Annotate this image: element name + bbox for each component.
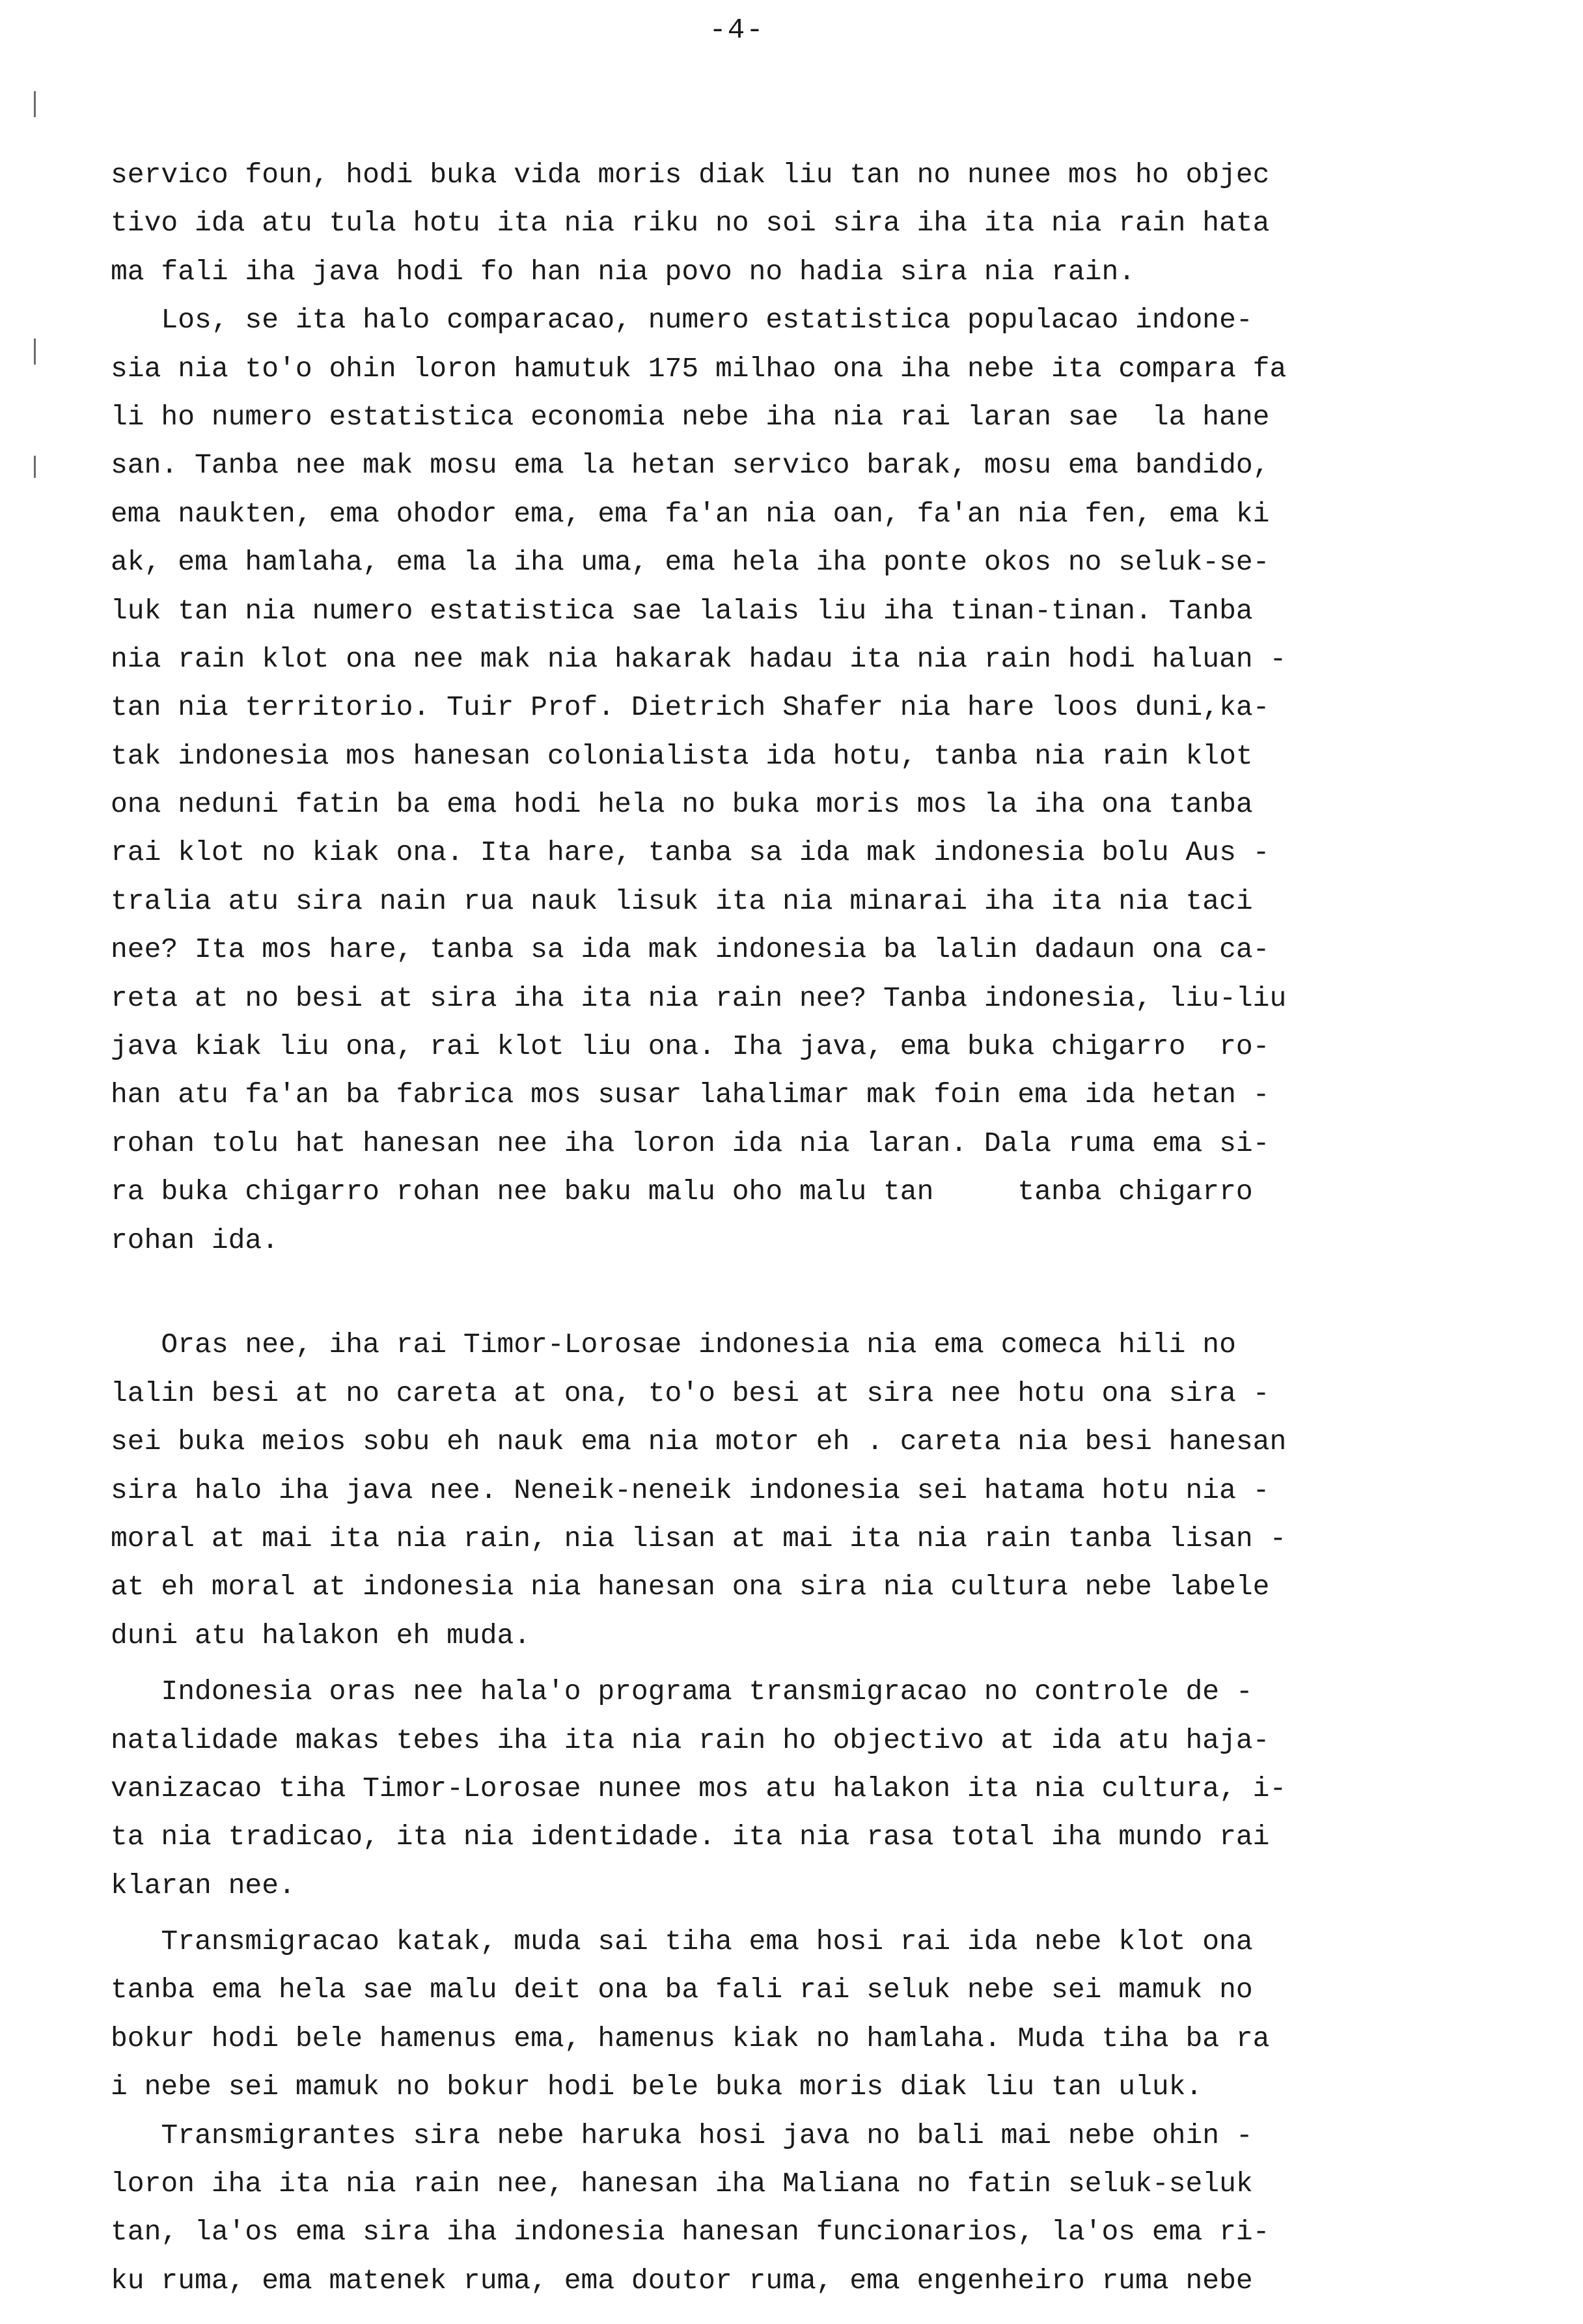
- text-line: [111, 1265, 1452, 1313]
- text-line: ra buka chigarro rohan nee baku malu oho malu tan tanba chigarro: [111, 1176, 1253, 1208]
- text-line: sei buka meios sobu eh nauk ema nia motor eh . careta nia besi hanesan: [111, 1426, 1287, 1458]
- text-line: natalidade makas tebes iha ita nia rain ho objectivo at ida atu haja-: [111, 1724, 1270, 1756]
- left-margin-mark: [34, 91, 36, 117]
- text-line: ema naukten, ema ohodor ema, ema fa'an nia oan, fa'an nia fen, ema ki: [111, 497, 1270, 530]
- text-line: reta at no besi at sira iha ita nia rain nee? Tanba indonesia, liu-liu: [111, 982, 1287, 1014]
- paragraph: [111, 296, 1452, 1313]
- paragraph-gap: [111, 1910, 1452, 1918]
- text-line: rohan ida.: [111, 1224, 279, 1256]
- text-line: moral at mai ita nia rain, nia lisan at mai ita nia rain tanba lisan -: [111, 1522, 1287, 1555]
- text-line: tak indonesia mos hanesan colonialista ida hotu, tanba nia rain klot: [111, 740, 1253, 772]
- text-line: ona neduni fatin ba ema hodi hela no buka moris mos la iha ona tanba: [111, 788, 1253, 821]
- paragraph: [111, 1918, 1452, 2112]
- text-line: luk tan nia numero estatistica sae lalais liu iha tinan-tinan. Tanba: [111, 594, 1253, 627]
- text-line: loron iha ita nia rain nee, hanesan iha Maliana no fatin seluk-seluk: [111, 2168, 1253, 2200]
- text-line: Los, se ita halo comparacao, numero estatistica populacao indone-: [111, 304, 1253, 337]
- text-line: li ho numero estatistica economia nebe iha nia rai laran sae la hane: [111, 400, 1270, 433]
- left-margin-mark: [34, 339, 36, 365]
- text-line: rai klot no kiak ona. Ita hare, tanba sa ida mak indonesia bolu Aus -: [111, 837, 1270, 869]
- text-line: duni atu halakon eh muda.: [111, 1619, 531, 1652]
- text-line: nia rain klot ona nee mak nia hakarak hadau ita nia rain hodi haluan -: [111, 643, 1287, 675]
- paragraph: [111, 1668, 1452, 1910]
- text-line: nee? Ita mos hare, tanba sa ida mak indonesia ba lalin dadaun ona ca-: [111, 934, 1270, 966]
- text-line: tan, la'os ema sira iha indonesia hanesan funcionarios, la'os ema ri-: [111, 2216, 1270, 2248]
- paragraph: [111, 1321, 1452, 1660]
- text-line: tivo ida atu tula hotu ita nia riku no soi sira iha ita nia rain hata: [111, 207, 1270, 240]
- text-line: tan nia territorio. Tuir Prof. Dietrich Shafer nia hare loos duni,ka-: [111, 691, 1270, 724]
- text-line: han atu fa'an ba fabrica mos susar lahalimar mak foin ema ida hetan -: [111, 1079, 1270, 1111]
- text-line: ma fali iha java hodi fo han nia povo no hadia sira nia rain.: [111, 255, 1136, 288]
- text-line: Transmigracao katak, muda sai tiha ema hosi rai ida nebe klot ona: [111, 1926, 1253, 1958]
- text-line: sira halo iha java nee. Neneik-neneik indonesia sei hatama hotu nia -: [111, 1474, 1270, 1506]
- text-line: vanizacao tiha Timor-Lorosae nunee mos atu halakon ita nia cultura, i-: [111, 1772, 1287, 1805]
- text-line: servico foun, hodi buka vida moris diak liu tan no nunee mos ho objec: [111, 159, 1270, 191]
- paragraph-gap: [111, 1660, 1452, 1668]
- text-line: klaran nee.: [111, 1869, 296, 1902]
- text-line: san. Tanba nee mak mosu ema la hetan servico barak, mosu ema bandido,: [111, 449, 1270, 482]
- text-line: bokur hodi bele hamenus ema, hamenus kiak no hamlaha. Muda tiha ba ra: [111, 2022, 1270, 2054]
- text-line: tralia atu sira nain rua nauk lisuk ita nia minarai iha ita nia taci: [111, 885, 1253, 917]
- text-line: java kiak liu ona, rai klot liu ona. Iha java, ema buka chigarro ro-: [111, 1031, 1270, 1063]
- text-line: ku ruma, ema matenek ruma, ema doutor ruma, ema engenheiro ruma nebe: [111, 2264, 1253, 2297]
- text-line: Oras nee, iha rai Timor-Lorosae indonesia nia ema comeca hili no: [111, 1329, 1236, 1361]
- paragraph-gap: [111, 1313, 1452, 1321]
- paragraph: [111, 2112, 1452, 2306]
- left-margin-mark: [34, 456, 36, 478]
- text-line: rohan tolu hat hanesan nee iha loron ida nia laran. Dala ruma ema si-: [111, 1127, 1270, 1159]
- text-line: lalin besi at no careta at ona, to'o besi at sira nee hotu ona sira -: [111, 1377, 1270, 1409]
- body-text: [111, 151, 1452, 2305]
- text-line: ak, ema hamlaha, ema la iha uma, ema hela iha ponte okos no seluk-se-: [111, 546, 1270, 579]
- page-number: -4-: [709, 14, 765, 47]
- text-line: i nebe sei mamuk no bokur hodi bele buka moris diak liu tan uluk.: [111, 2071, 1203, 2103]
- text-line: Transmigrantes sira nebe haruka hosi java no bali mai nebe ohin -: [111, 2119, 1253, 2151]
- text-line: at eh moral at indonesia nia hanesan ona sira nia cultura nebe labele: [111, 1571, 1270, 1603]
- text-line: sia nia to'o ohin loron hamutuk 175 milhao ona iha nebe ita compara fa: [111, 352, 1287, 385]
- text-line: tanba ema hela sae malu deit ona ba fali rai seluk nebe sei mamuk no: [111, 1974, 1253, 2006]
- text-line: Indonesia oras nee hala'o programa transmigracao no controle de -: [111, 1676, 1253, 1708]
- text-line: ta nia tradicao, ita nia identidade. ita nia rasa total iha mundo rai: [111, 1821, 1270, 1853]
- paragraph: [111, 151, 1452, 296]
